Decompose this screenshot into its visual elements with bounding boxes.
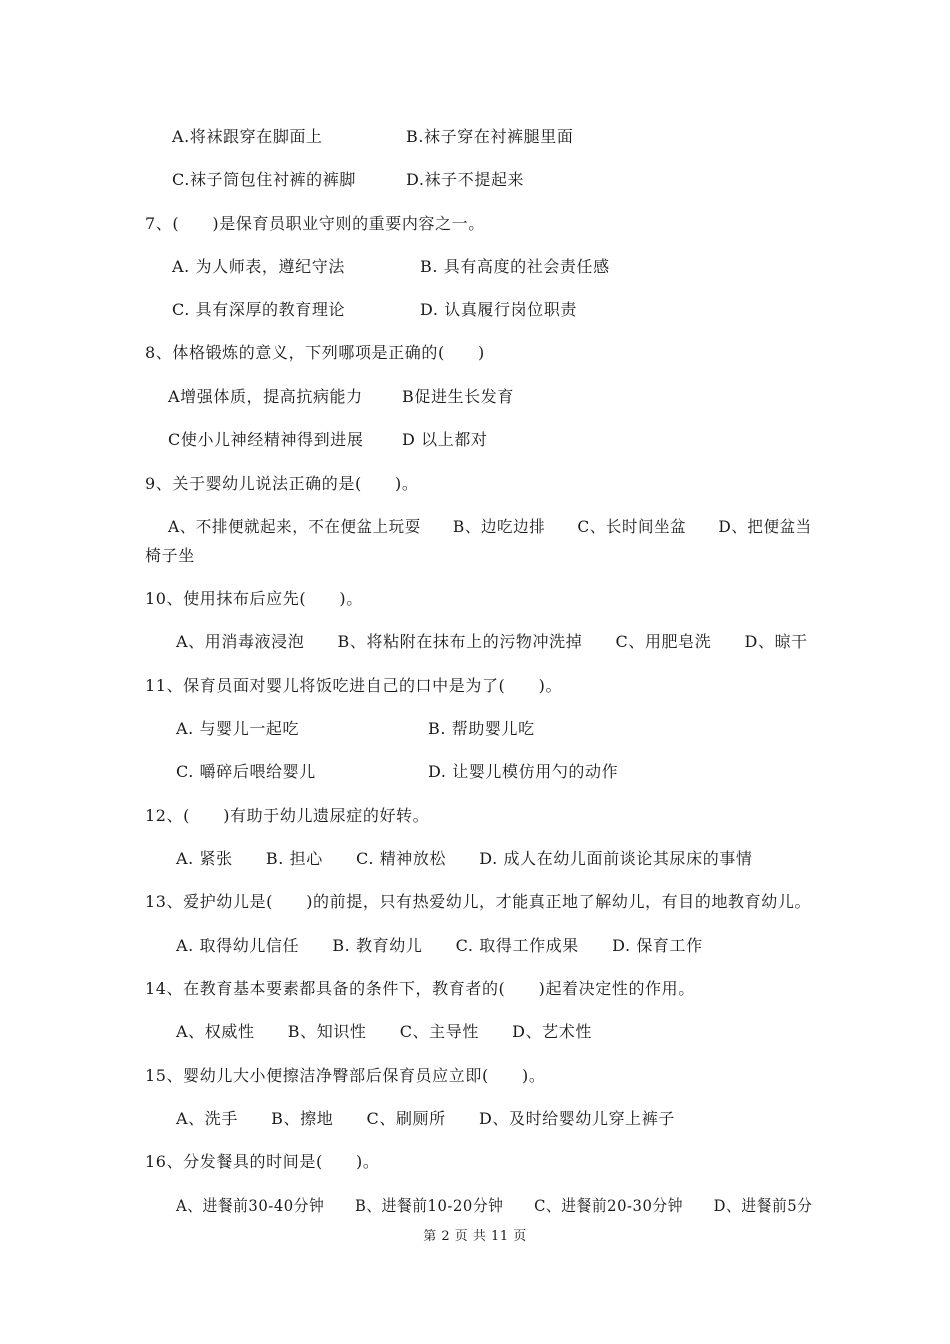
- q11-option-d: D. 让婴儿模仿用勺的动作: [428, 762, 619, 781]
- q12-options: A. 紧张 B. 担心 C. 精神放松 D. 成人在幼儿面前谈论其尿床的事情: [176, 849, 753, 868]
- q16-stem: 16、分发餐具的时间是( )。: [145, 1152, 380, 1171]
- q7-option-c: C. 具有深厚的教育理论: [172, 300, 346, 319]
- q14-options: A、权威性 B、知识性 C、主导性 D、艺术性: [176, 1022, 592, 1041]
- q8-option-a: A增强体质，提高抗病能力: [168, 387, 363, 406]
- q9-options-line2: 椅子坐: [145, 546, 195, 565]
- q9-options-line1: A、不排便就起来，不在便盆上玩耍 B、边吃边排 C、长时间坐盆 D、把便盆当: [168, 517, 812, 536]
- q11-option-a: A. 与婴儿一起吃: [176, 719, 300, 738]
- q15-options: A、洗手 B、擦地 C、刷厕所 D、及时给婴幼儿穿上裤子: [176, 1109, 675, 1128]
- q9-stem: 9、关于婴幼儿说法正确的是( )。: [145, 474, 419, 493]
- q10-options: A、用消毒液浸泡 B、将粘附在抹布上的污物冲洗掉 C、用肥皂洗 D、晾干: [176, 632, 808, 651]
- q14-stem: 14、在教育基本要素都具备的条件下，教育者的( )起着决定性的作用。: [145, 979, 695, 998]
- q6-option-b: B.袜子穿在衬裤腿里面: [406, 127, 574, 146]
- q6-option-d: D.袜子不提起来: [406, 170, 525, 189]
- q7-option-a: A. 为人师表，遵纪守法: [172, 257, 345, 276]
- q8-option-b: B促进生长发育: [402, 387, 514, 406]
- q8-option-d: D 以上都对: [402, 430, 488, 449]
- q11-option-c: C. 嚼碎后喂给婴儿: [176, 762, 316, 781]
- q11-stem: 11、保育员面对婴儿将饭吃进自己的口中是为了( )。: [145, 676, 563, 695]
- q16-options: A、进餐前30-40分钟 B、进餐前10-20分钟 C、进餐前20-30分钟 D、进餐前5分: [176, 1196, 813, 1215]
- q13-stem: 13、爱护幼儿是( )的前提，只有热爱幼儿，才能真正地了解幼儿，有目的地教育幼儿。: [145, 892, 812, 911]
- q15-stem: 15、婴幼儿大小便擦洁净臀部后保育员应立即( )。: [145, 1066, 546, 1085]
- q12-stem: 12、( )有助于幼儿遗尿症的好转。: [145, 806, 430, 825]
- q11-option-b: B. 帮助婴儿吃: [428, 719, 535, 738]
- q7-option-b: B. 具有高度的社会责任感: [420, 257, 610, 276]
- page-number-footer: 第 2 页 共 11 页: [423, 1229, 527, 1244]
- q8-stem: 8、体格锻炼的意义，下列哪项是正确的( ): [145, 343, 485, 362]
- q7-option-d: D. 认真履行岗位职责: [420, 300, 578, 319]
- q13-options: A. 取得幼儿信任 B. 教育幼儿 C. 取得工作成果 D. 保育工作: [176, 936, 703, 955]
- q8-option-c: C使小儿神经精神得到进展: [168, 430, 364, 449]
- q6-option-a: A.将袜跟穿在脚面上: [172, 127, 323, 146]
- q10-stem: 10、使用抹布后应先( )。: [145, 589, 363, 608]
- q7-stem: 7、( )是保育员职业守则的重要内容之一。: [145, 214, 485, 233]
- q6-option-c: C.袜子筒包住衬裤的裤脚: [172, 170, 356, 189]
